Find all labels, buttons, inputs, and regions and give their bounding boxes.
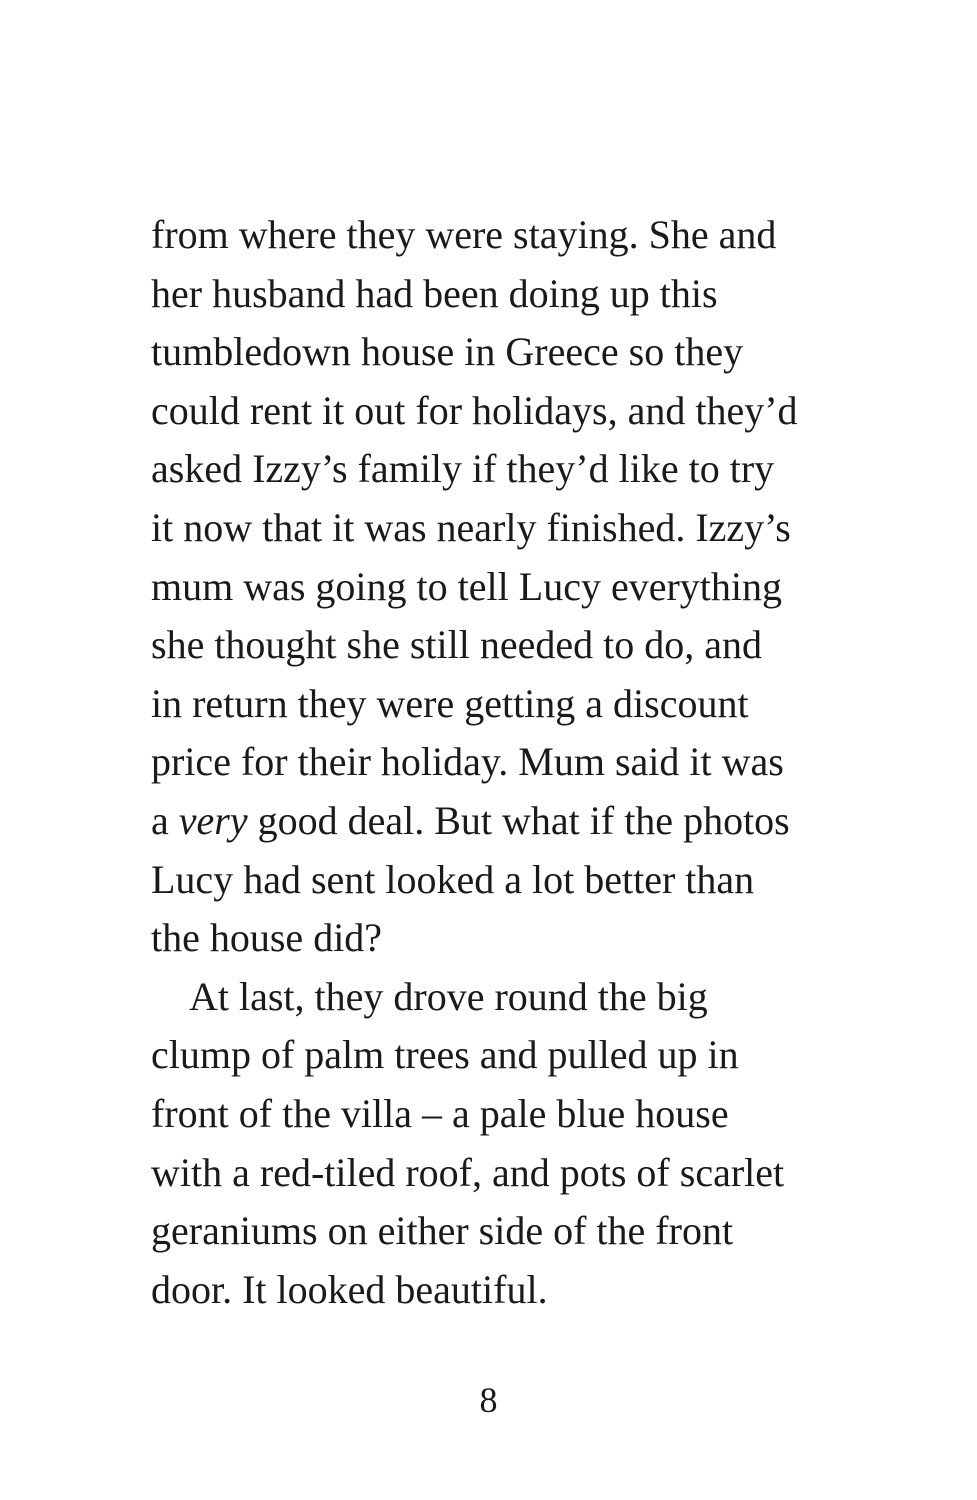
- text-line: her husband had been doing up this: [151, 270, 718, 316]
- text-line: price for their holiday. Mum said it was: [151, 739, 784, 785]
- page-number: 8: [479, 1380, 498, 1420]
- text-line: [151, 792, 851, 851]
- text-run: good deal. But what if the photos: [247, 797, 790, 843]
- text-line: Lucy had sent looked a lot better than: [151, 856, 755, 902]
- emphasized-word: very: [178, 797, 248, 843]
- text-line: from where they were staying. She and: [151, 212, 777, 257]
- text-line: tumbledown house in Greece so they: [151, 329, 744, 375]
- text-line: At last, they drove round the big: [189, 973, 708, 1019]
- text-line: mum was going to tell Lucy everything: [151, 563, 782, 609]
- text-line: geraniums on either side of the front: [151, 1208, 734, 1254]
- page-body: [151, 206, 851, 1319]
- text-line: she thought she still needed to do, and: [151, 622, 763, 668]
- text-line: door. It looked beautiful.: [151, 1266, 548, 1312]
- text-line: front of the villa – a pale blue house: [151, 1090, 729, 1136]
- text-line: the house did?: [151, 915, 383, 961]
- paragraph-2: [151, 968, 851, 1320]
- text-line: could rent it out for holidays, and they’d: [151, 387, 798, 433]
- text-line: with a red-tiled roof, and pots of scarlet: [151, 1149, 785, 1195]
- text-run: a: [151, 797, 179, 843]
- paragraph-1: [151, 206, 851, 968]
- text-line: it now that it was nearly finished. Izzy’s: [151, 504, 791, 550]
- text-line: asked Izzy’s family if they’d like to try: [151, 446, 775, 492]
- text-line: clump of palm trees and pulled up in: [151, 1032, 739, 1078]
- text-line: in return they were getting a discount: [151, 680, 749, 726]
